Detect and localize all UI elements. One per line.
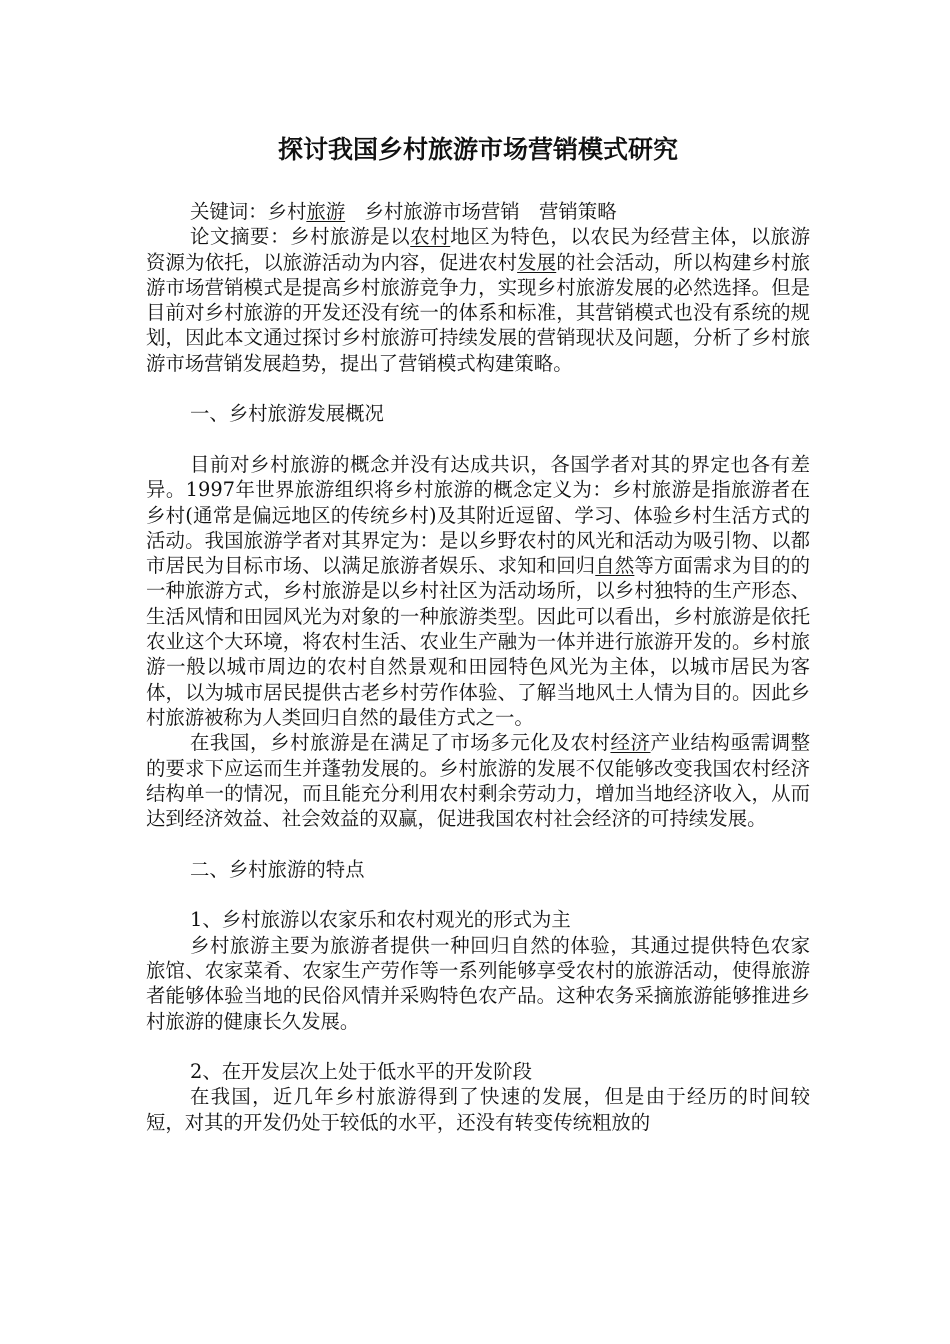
page-title: 探讨我国乡村旅游市场营销模式研究 (277, 135, 678, 164)
section-1-paragraph-1 (146, 452, 810, 730)
link-rural[interactable]: 农村 (410, 225, 451, 249)
document-page (146, 0, 810, 1135)
subsection-1-text: 乡村旅游主要为旅游者提供一种回归自然的体验，其通过提供特色农家旅馆、农家菜肴、农家生产劳作等一系列能够享受农村的旅游活动，使得旅游者能够体验当地的民俗风情并采购特色农产品。这种农务采摘旅游能够推进乡村旅游的健康长久发展。 (146, 933, 810, 1033)
para-text: 等方面需求为目的的一种旅游方式，乡村旅游是以乡村社区为活动场所，以乡村独特的生产形态、生活风情和田园风光为对象的一种旅游类型。因此可以看出，乡村旅游是依托农业这个大环境，将农村生活、农业生产融为一体并进行旅游开发的。乡村旅游一般以城市周边的农村自然景观和田园特色风光为主体，以城市居民为客体，以为城市居民提供古老乡村劳作体验、了解当地风土人情为目的。因此乡村旅游被称为人类回归自然的最佳方式之一。 (146, 554, 811, 729)
keyword-link-tourism[interactable]: 旅游 (306, 200, 346, 223)
section-2 (146, 857, 810, 1135)
para-text: 产业结构亟需调整的要求下应运而生并蓬勃发展的。乡村旅游的发展不仅能够改变我国农村经济结构单一的情况，而且能充分利用农村剩余劳动力，增加当地经济收入，从而达到经济效益、社会效益的双赢，促进我国农村社会经济的可持续发展。 (146, 731, 811, 831)
section-1 (146, 401, 810, 831)
section-2-heading: 二、乡村旅游的特点 (190, 857, 365, 881)
section-1-paragraph-2 (146, 730, 810, 831)
abstract (146, 224, 810, 376)
subsection-1-heading: 1、乡村旅游以农家乐和农村观光的形式为主 (190, 908, 571, 932)
keywords-paragraph (146, 199, 810, 224)
para-text: 目前对乡村旅游的概念并没有达成共识，各国学者对其的界定也各有差异。1997年世界旅游组织将乡村旅游的概念定义为：乡村旅游是指旅游者在乡村(通常是偏远地区的传统乡村)及其附近逗留、学习、体验乡村生活方式的活动。我国旅游学者对其界定为：是以乡野农村的风光和活动为吸引物、以都市居民为目标市场、以满足旅游者娱乐、求知和回归 (146, 452, 810, 578)
abstract-text-2: 地区为特色，以农民为经营主体，以旅游资源为依托，以旅游活动为内容，促进农村 (146, 225, 811, 274)
keywords-line (146, 199, 810, 224)
spacer (146, 376, 810, 401)
subsection-2-text: 在我国，近几年乡村旅游得到了快速的发展，但是由于经历的时间较短，对其的开发仍处于较低的水平，还没有转变传统粗放的 (146, 1085, 810, 1134)
para-text: 在我国，乡村旅游是在满足了市场多元化及农村 (190, 731, 611, 755)
spacer (146, 882, 810, 907)
link-development[interactable]: 发展 (517, 250, 557, 274)
section-1-heading: 一、乡村旅游发展概况 (190, 402, 384, 426)
keywords-rest: 乡村旅游市场营销 营销策略 (345, 200, 617, 223)
abstract-text-3: 的社会活动，所以构建乡村旅游市场营销模式是提高乡村旅游竞争力，实现乡村旅游发展的必然选择。但是目前对乡村旅游的开发还没有统一的体系和标准，其营销模式也没有系统的规划，因此本文通过探讨乡村旅游可持续发展的营销现状及问题，分析了乡村旅游市场营销发展趋势，提出了营销模式构建策略。 (146, 250, 811, 375)
link-economy[interactable]: 经济 (610, 731, 651, 755)
link-nature[interactable]: 自然 (595, 554, 635, 578)
subsection-2-heading: 2、在开发层次上处于低水平的开发阶段 (190, 1060, 532, 1084)
spacer (146, 831, 810, 856)
spacer (146, 1034, 810, 1059)
abstract-paragraph (146, 224, 810, 376)
spacer (146, 427, 810, 452)
abstract-text-1: 论文摘要：乡村旅游是以 (190, 225, 411, 249)
keywords-prefix: 关键词：乡村 (190, 200, 307, 223)
